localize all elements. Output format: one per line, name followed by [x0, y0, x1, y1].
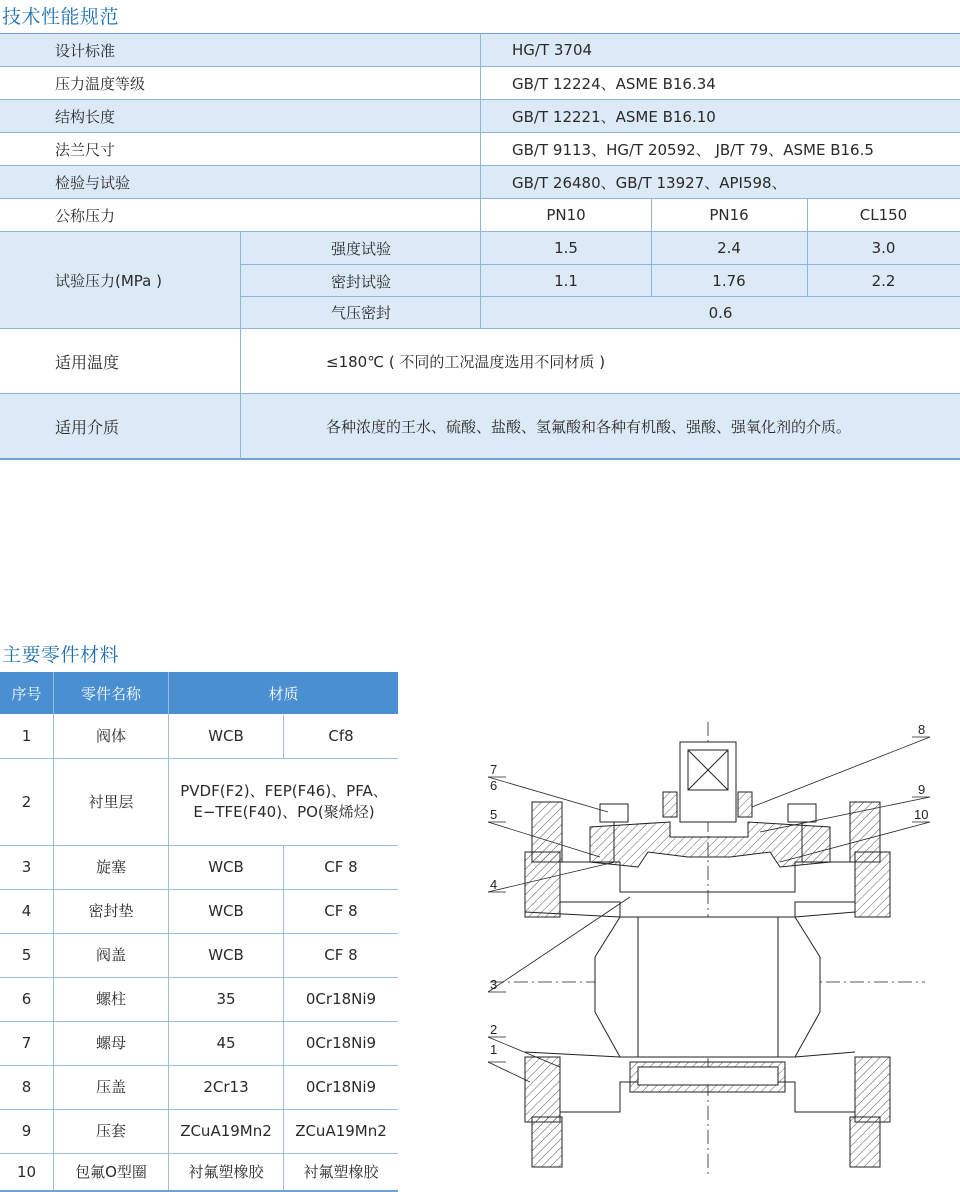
spec-row-label: 法兰尺寸: [55, 140, 116, 159]
part-material-2: CF 8: [324, 858, 358, 876]
test-pressure-label: 试验压力(MPa ): [55, 271, 162, 290]
part-material-1: 45: [216, 1034, 236, 1052]
part-name: 压盖: [95, 1078, 126, 1096]
callout-2: 2: [490, 1022, 498, 1037]
strength-test-cl150: 3.0: [871, 239, 896, 257]
spec-row-label: 检验与试验: [55, 173, 131, 192]
part-no: 3: [21, 858, 32, 876]
spec-row-label: 设计标准: [55, 41, 116, 60]
part-no: 2: [21, 792, 32, 811]
pressure-class-cl150: CL150: [859, 206, 908, 224]
callout-9: 9: [918, 782, 926, 797]
spec-row-value: GB/T 12221、ASME B16.10: [512, 107, 716, 126]
part-material-1: WCB: [208, 858, 244, 876]
part-material-2: Cf8: [328, 727, 354, 745]
part-no: 1: [21, 727, 32, 745]
callout-7: 7: [490, 762, 498, 777]
part-material-1: WCB: [208, 902, 244, 920]
medium-row: [0, 394, 960, 459]
part-name: 阀体: [95, 727, 126, 745]
part-no: 10: [16, 1162, 37, 1181]
seal-test-label: 密封试验: [330, 272, 391, 291]
part-name: 压套: [95, 1122, 126, 1140]
part-material-1: 35: [216, 990, 236, 1008]
temperature-value: ≤180℃ ( 不同的工况温度选用不同材质 ): [326, 352, 606, 371]
medium-value: 各种浓度的王水、硫酸、盐酸、氢氟酸和各种有机酸、强酸、强氧化剂的介质。: [326, 418, 852, 436]
part-no: 9: [21, 1122, 32, 1140]
part-material-2: 0Cr18Ni9: [305, 990, 377, 1008]
part-name: 衬里层: [88, 792, 134, 811]
part-name: 螺柱: [95, 990, 126, 1008]
temperature-row: [0, 329, 960, 393]
seal-test-pn10: 1.1: [554, 272, 578, 290]
strength-test-pn10: 1.5: [554, 239, 578, 257]
part-material-2: ZCuA19Mn2: [295, 1122, 387, 1140]
part-material-1: WCB: [208, 727, 244, 745]
callout-1: 1: [490, 1042, 498, 1057]
part-name: 旋塞: [95, 858, 126, 876]
part-name: 包氟O型圈: [75, 1162, 147, 1181]
callout-5: 5: [490, 807, 498, 822]
spec-section-title: 技术性能规范: [2, 6, 120, 28]
callout-4: 4: [490, 877, 498, 892]
spec-row-value: HG/T 3704: [512, 41, 593, 59]
part-material-merged: PVDF(F2)、FEP(F46)、PFA、E−TFE(F40)、PO(聚烯烃): [180, 782, 388, 821]
parts-section-title: 主要零件材料: [2, 644, 120, 666]
pressure-class-pn16: PN16: [709, 206, 749, 224]
seal-test-cl150: 2.2: [871, 272, 896, 290]
part-material-2: 衬氟塑橡胶: [303, 1162, 379, 1181]
nominal-pressure-label: 公称压力: [55, 206, 116, 225]
part-material-2: 0Cr18Ni9: [305, 1078, 377, 1096]
part-material-1: 衬氟塑橡胶: [188, 1162, 264, 1181]
parts-header-name: 零件名称: [54, 672, 168, 714]
spec-row-value: GB/T 26480、GB/T 13927、API598、: [512, 173, 787, 192]
callout-6: 6: [490, 778, 498, 793]
air-seal-value: 0.6: [708, 303, 733, 322]
callout-8: 8: [918, 722, 926, 737]
seal-test-pn16: 1.76: [712, 272, 746, 290]
spec-row-value: GB/T 9113、HG/T 20592、 JB/T 79、ASME B16.5: [512, 140, 874, 159]
part-no: 4: [21, 902, 32, 920]
part-name: 阀盖: [95, 946, 126, 964]
pressure-class-pn10: PN10: [546, 206, 586, 224]
medium-label: 适用介质: [55, 418, 120, 437]
part-no: 5: [21, 946, 32, 964]
parts-header-material: 材质: [169, 672, 398, 714]
part-no: 6: [21, 990, 32, 1008]
spec-row-label: 压力温度等级: [55, 74, 146, 93]
callout-3: 3: [490, 977, 498, 992]
part-name: 螺母: [95, 1034, 126, 1052]
part-material-1: 2Cr13: [203, 1078, 249, 1096]
part-material-1: ZCuA19Mn2: [180, 1122, 272, 1140]
valve-cross-section-drawing: [470, 712, 940, 1182]
part-no: 7: [21, 1034, 32, 1052]
part-name: 密封垫: [88, 902, 134, 920]
part-no: 8: [21, 1078, 32, 1096]
parts-header-no: 序号: [0, 672, 53, 714]
part-material-2: 0Cr18Ni9: [305, 1034, 377, 1052]
part-material-2: CF 8: [324, 902, 358, 920]
temperature-label: 适用温度: [55, 352, 120, 372]
strength-test-pn16: 2.4: [717, 239, 741, 257]
part-material-1: WCB: [208, 946, 244, 964]
air-seal-label: 气压密封: [330, 304, 391, 322]
callout-10: 10: [914, 807, 929, 822]
spec-row-label: 结构长度: [55, 107, 116, 126]
part-material-2: CF 8: [324, 946, 358, 964]
spec-row-value: GB/T 12224、ASME B16.34: [512, 74, 716, 93]
strength-test-label: 强度试验: [330, 239, 391, 258]
